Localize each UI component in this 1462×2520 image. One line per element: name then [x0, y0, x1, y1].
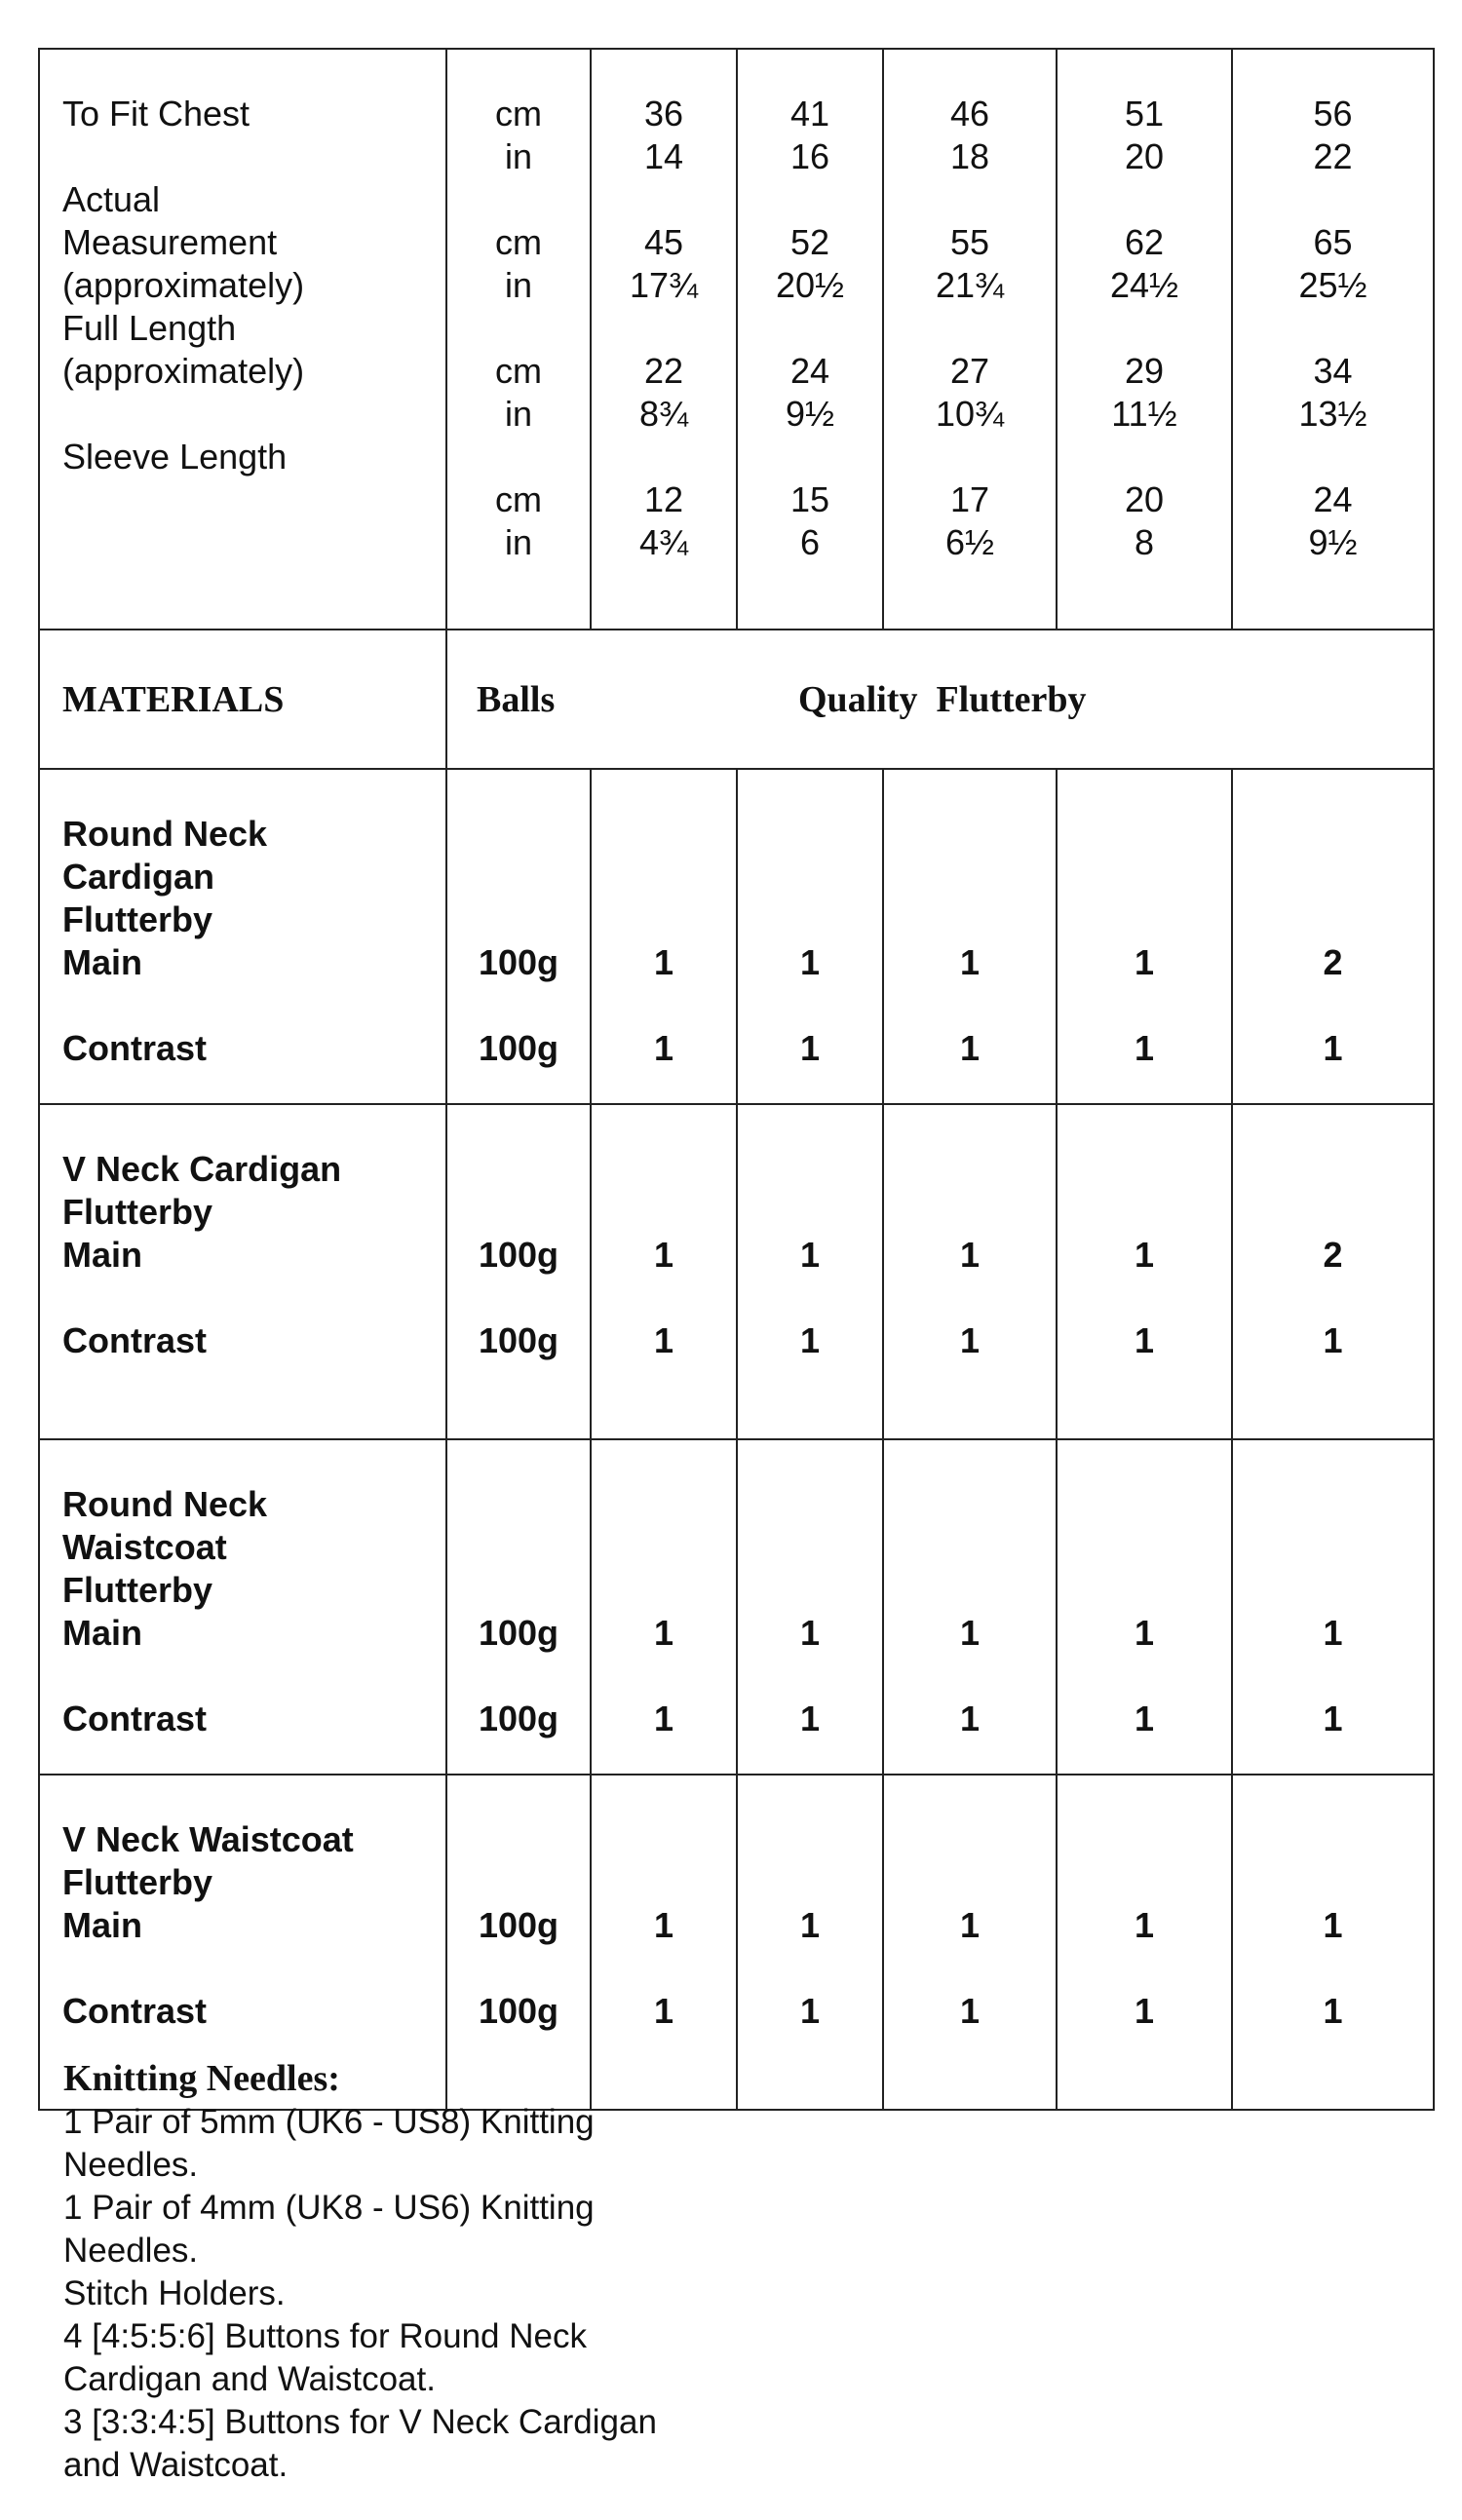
- quality-label: Quality Flutterby: [798, 678, 1087, 720]
- spacer: [1058, 984, 1231, 1027]
- spacer: [447, 1947, 590, 1990]
- size-value: 22: [1313, 136, 1353, 176]
- contrast-label: Contrast: [62, 1991, 208, 2031]
- contrast-label: Contrast: [62, 1699, 208, 1738]
- yarn-qty-col-4-contrast: 1: [1134, 1028, 1155, 1068]
- size-value: 24½: [1109, 265, 1179, 305]
- yarn-title-line: V Neck Waistcoat: [62, 1819, 354, 1859]
- yarn-qty-col-3-contrast: 1: [959, 1320, 981, 1360]
- yarn-qty-col-1-main: 1: [653, 1905, 674, 1945]
- yarn-section-row: [39, 1439, 1434, 1775]
- yarn-qty-col-2-contrast: 1: [799, 1699, 821, 1738]
- yarn-section-label: [39, 1439, 446, 1775]
- size-row-label: Sleeve Length: [62, 437, 288, 477]
- materials-header-row: [39, 630, 1434, 769]
- yarn-weight-contrast: 100g: [478, 1699, 559, 1738]
- spacer: [1058, 307, 1231, 350]
- notes-line: 3 [3:3:4:5] Buttons for V Neck Cardigan: [63, 2403, 657, 2441]
- yarn-qty-col-2: [737, 769, 883, 1104]
- yarn-qty-col-2-main: 1: [799, 1613, 821, 1653]
- spacer: [447, 984, 590, 1027]
- notes-line: Needles.: [63, 2146, 199, 2184]
- spacer: [884, 1277, 1056, 1319]
- yarn-qty-col-2: [737, 1439, 883, 1775]
- spacer: [592, 178, 736, 221]
- yarn-qty-col-5-main: 2: [1323, 942, 1343, 982]
- spacer: [738, 1947, 882, 1990]
- yarn-qty-col-3-contrast: 1: [959, 1028, 981, 1068]
- yarn-title-line: Round Neck: [62, 814, 268, 854]
- size-value: 6: [799, 522, 821, 562]
- size-row-unit: cm: [495, 479, 542, 519]
- yarn-title-line: Flutterby: [62, 1192, 213, 1232]
- yarn-title-line: V Neck Cardigan: [62, 1149, 342, 1189]
- size-value: 8¾: [638, 394, 689, 434]
- yarn-weight: [446, 1104, 591, 1439]
- size-value: 17¾: [629, 265, 699, 305]
- size-value: 18: [949, 136, 990, 176]
- spacer: [447, 178, 590, 221]
- yarn-title-line: Cardigan: [62, 857, 215, 897]
- size-row-label: (approximately): [62, 265, 305, 305]
- yarn-qty-col-3-main: 1: [959, 942, 981, 982]
- yarn-title-line: Waistcoat: [62, 1527, 227, 1567]
- size-value: 55: [949, 222, 990, 262]
- spacer: [62, 1655, 445, 1698]
- yarn-qty-col-1-main: 1: [653, 1613, 674, 1653]
- yarn-qty-col-5: [1232, 1439, 1434, 1775]
- size-value: 16: [789, 136, 830, 176]
- yarn-section-label: [39, 769, 446, 1104]
- yarn-title-line: Round Neck: [62, 1484, 268, 1524]
- spacer: [1233, 307, 1433, 350]
- size-value: 27: [949, 351, 990, 391]
- size-row-unit: in: [504, 265, 533, 305]
- spacer: [1058, 178, 1231, 221]
- size-value: 22: [643, 351, 684, 391]
- yarn-qty-col-4-main: 1: [1134, 1905, 1155, 1945]
- size-value: 45: [643, 222, 684, 262]
- size-col-2: [737, 49, 883, 630]
- yarn-qty-col-3: [883, 1104, 1057, 1439]
- size-col-4: [1057, 49, 1232, 630]
- spacer: [447, 1277, 590, 1319]
- spacer: [1058, 1947, 1231, 1990]
- spacer: [1233, 436, 1433, 478]
- spacer: [62, 135, 445, 178]
- yarn-qty-col-2-main: 1: [799, 1905, 821, 1945]
- size-row-unit: in: [504, 522, 533, 562]
- size-col-5: [1232, 49, 1434, 630]
- yarn-qty-col-2-contrast: 1: [799, 1028, 821, 1068]
- materials-label: MATERIALS: [62, 678, 285, 720]
- size-row-label: (approximately): [62, 351, 305, 391]
- notes-line: 1 Pair of 4mm (UK8 - US6) Knitting: [63, 2189, 595, 2227]
- yarn-qty-col-4-main: 1: [1134, 1235, 1155, 1275]
- size-value: 14: [643, 136, 684, 176]
- size-value: 8: [1134, 522, 1155, 562]
- sizes-labels: [40, 50, 445, 543]
- spacer: [884, 436, 1056, 478]
- yarn-qty-col-4-contrast: 1: [1134, 1699, 1155, 1738]
- sizes-units: [447, 50, 590, 629]
- balls-quality-heading: [446, 630, 1434, 769]
- size-col-3: [883, 49, 1057, 630]
- spacer: [738, 436, 882, 478]
- size-value: 4¾: [638, 522, 689, 562]
- yarn-qty-col-3-main: 1: [959, 1235, 981, 1275]
- yarn-qty-col-3-main: 1: [959, 1613, 981, 1653]
- yarn-weight-contrast: 100g: [478, 1028, 559, 1068]
- yarn-weight-main: 100g: [478, 1905, 559, 1945]
- yarn-title-line: Flutterby: [62, 899, 213, 939]
- size-value: 65: [1313, 222, 1353, 262]
- size-value: 12: [643, 479, 684, 519]
- size-value: 20: [1124, 479, 1165, 519]
- size-value: 24: [789, 351, 830, 391]
- spacer: [592, 1277, 736, 1319]
- size-value: 21¾: [935, 265, 1005, 305]
- size-value: 25½: [1298, 265, 1367, 305]
- spacer: [447, 307, 590, 350]
- sizes-row: [39, 49, 1434, 630]
- size-value: 41: [789, 94, 830, 134]
- size-row-label: Full Length: [62, 308, 237, 348]
- size-value: 6½: [944, 522, 995, 562]
- yarn-qty-col-1: [591, 1104, 737, 1439]
- yarn-qty-col-5-main: 2: [1323, 1235, 1343, 1275]
- yarn-weight-main: 100g: [478, 942, 559, 982]
- size-value: 52: [789, 222, 830, 262]
- spacer: [738, 1277, 882, 1319]
- size-value: 29: [1124, 351, 1165, 391]
- contrast-label: Contrast: [62, 1320, 208, 1360]
- yarn-qty-col-4: [1057, 769, 1232, 1104]
- size-value: 17: [949, 479, 990, 519]
- spacer: [62, 393, 445, 436]
- yarn-qty-col-5: [1232, 1104, 1434, 1439]
- yarn-qty-col-1: [591, 769, 737, 1104]
- yarn-qty-col-2-contrast: 1: [799, 1320, 821, 1360]
- spacer: [1058, 1277, 1231, 1319]
- spacer: [62, 1277, 445, 1319]
- yarn-section-row: [39, 769, 1434, 1104]
- spacer: [738, 1655, 882, 1698]
- balls-label: Balls: [477, 678, 556, 720]
- size-row-unit: in: [504, 394, 533, 434]
- yarn-qty-col-5: [1232, 1775, 1434, 2110]
- yarn-section-row: [39, 1104, 1434, 1439]
- spacer: [592, 1947, 736, 1990]
- yarn-qty-col-5: [1232, 769, 1434, 1104]
- spacer: [1233, 1947, 1433, 1990]
- size-value: 24: [1313, 479, 1353, 519]
- size-value: 15: [789, 479, 830, 519]
- yarn-qty-col-5-contrast: 1: [1323, 1028, 1343, 1068]
- yarn-qty-col-2: [737, 1104, 883, 1439]
- size-value: 34: [1313, 351, 1353, 391]
- yarn-qty-col-2-main: 1: [799, 1235, 821, 1275]
- spacer: [738, 178, 882, 221]
- contrast-label: Contrast: [62, 1028, 208, 1068]
- notes-line: Cardigan and Waistcoat.: [63, 2360, 436, 2398]
- size-value: 9½: [1308, 522, 1358, 562]
- size-row-label: Actual: [62, 179, 161, 219]
- size-value: 9½: [785, 394, 835, 434]
- notes-title: Knitting Needles:: [63, 2058, 340, 2099]
- pattern-table: [38, 48, 1435, 2111]
- yarn-qty-col-5-main: 1: [1323, 1613, 1343, 1653]
- spacer: [592, 984, 736, 1027]
- yarn-qty-col-1-main: 1: [653, 942, 674, 982]
- spacer: [592, 1655, 736, 1698]
- yarn-qty-col-3-contrast: 1: [959, 1991, 981, 2031]
- size-col-1: [591, 49, 737, 630]
- size-row-label: Measurement: [62, 222, 278, 262]
- yarn-qty-col-3-main: 1: [959, 1905, 981, 1945]
- yarn-qty-col-3: [883, 1439, 1057, 1775]
- yarn-qty-col-5-contrast: 1: [1323, 1991, 1343, 2031]
- spacer: [884, 1655, 1056, 1698]
- yarn-qty-col-3: [883, 769, 1057, 1104]
- spacer: [884, 1947, 1056, 1990]
- size-row-unit: cm: [495, 351, 542, 391]
- spacer: [592, 436, 736, 478]
- yarn-title-line: Flutterby: [62, 1862, 213, 1902]
- yarn-qty-col-4: [1057, 1439, 1232, 1775]
- size-row-unit: in: [504, 136, 533, 176]
- materials-heading: [39, 630, 446, 769]
- yarn-qty-col-1-contrast: 1: [653, 1028, 674, 1068]
- size-value: 46: [949, 94, 990, 134]
- spacer: [1233, 984, 1433, 1027]
- yarn-title-line: Flutterby: [62, 1570, 213, 1610]
- size-row-unit: cm: [495, 94, 542, 134]
- yarn-qty-col-5-main: 1: [1323, 1905, 1343, 1945]
- yarn-qty-col-2-contrast: 1: [799, 1991, 821, 2031]
- yarn-qty-col-4-contrast: 1: [1134, 1320, 1155, 1360]
- yarn-qty-col-1-main: 1: [653, 1235, 674, 1275]
- spacer: [884, 984, 1056, 1027]
- yarn-qty-col-5-contrast: 1: [1323, 1320, 1343, 1360]
- spacer: [884, 307, 1056, 350]
- yarn-weight-main: 100g: [478, 1235, 559, 1275]
- notes-lines: [63, 2101, 765, 2487]
- yarn-sections: [39, 769, 1434, 2110]
- size-value: 20½: [775, 265, 845, 305]
- spacer: [1233, 1655, 1433, 1698]
- spacer: [62, 1947, 445, 1990]
- yarn-qty-col-4: [1057, 1104, 1232, 1439]
- size-value: 11½: [1111, 394, 1177, 434]
- size-value: 20: [1124, 136, 1165, 176]
- spacer: [447, 1655, 590, 1698]
- yarn-qty-col-4-main: 1: [1134, 1613, 1155, 1653]
- main-label: Main: [62, 942, 143, 982]
- spacer: [1058, 436, 1231, 478]
- yarn-weight: [446, 769, 591, 1104]
- yarn-weight: [446, 1439, 591, 1775]
- yarn-qty-col-1-contrast: 1: [653, 1991, 674, 2031]
- notes-line: Needles.: [63, 2232, 199, 2270]
- yarn-qty-col-4: [1057, 1775, 1232, 2110]
- yarn-qty-col-1-contrast: 1: [653, 1320, 674, 1360]
- size-value: 56: [1313, 94, 1353, 134]
- spacer: [592, 307, 736, 350]
- size-value: 13½: [1298, 394, 1367, 434]
- size-value: 36: [643, 94, 684, 134]
- yarn-qty-col-1: [591, 1439, 737, 1775]
- yarn-weight-main: 100g: [478, 1613, 559, 1653]
- yarn-weight-contrast: 100g: [478, 1991, 559, 2031]
- spacer: [1233, 1277, 1433, 1319]
- spacer: [1058, 1655, 1231, 1698]
- yarn-qty-col-5-contrast: 1: [1323, 1699, 1343, 1738]
- yarn-section-label: [39, 1104, 446, 1439]
- yarn-weight-contrast: 100g: [478, 1320, 559, 1360]
- main-label: Main: [62, 1613, 143, 1653]
- size-value: 62: [1124, 222, 1165, 262]
- yarn-qty-col-3-contrast: 1: [959, 1699, 981, 1738]
- yarn-qty-col-3: [883, 1775, 1057, 2110]
- spacer: [738, 984, 882, 1027]
- yarn-qty-col-4-contrast: 1: [1134, 1991, 1155, 2031]
- size-row-label: To Fit Chest: [62, 94, 250, 134]
- size-value: 10¾: [935, 394, 1005, 434]
- sizes-unit-cell: [446, 49, 591, 630]
- spacer: [1233, 178, 1433, 221]
- notes-line: 1 Pair of 5mm (UK6 - US8) Knitting: [63, 2103, 595, 2141]
- spacer: [447, 436, 590, 478]
- notes-line: 4 [4:5:5:6] Buttons for Round Neck: [63, 2317, 587, 2355]
- spacer: [62, 984, 445, 1027]
- spacer: [884, 178, 1056, 221]
- sizes-label-cell: [39, 49, 446, 630]
- knitting-needles-notes: [63, 2056, 765, 2487]
- notes-line: and Waistcoat.: [63, 2446, 289, 2484]
- main-label: Main: [62, 1235, 143, 1275]
- size-value: 51: [1124, 94, 1165, 134]
- spacer: [738, 307, 882, 350]
- main-label: Main: [62, 1905, 143, 1945]
- yarn-qty-col-1-contrast: 1: [653, 1699, 674, 1738]
- yarn-qty-col-4-main: 1: [1134, 942, 1155, 982]
- size-row-unit: cm: [495, 222, 542, 262]
- notes-line: Stitch Holders.: [63, 2274, 286, 2312]
- yarn-qty-col-2-main: 1: [799, 942, 821, 982]
